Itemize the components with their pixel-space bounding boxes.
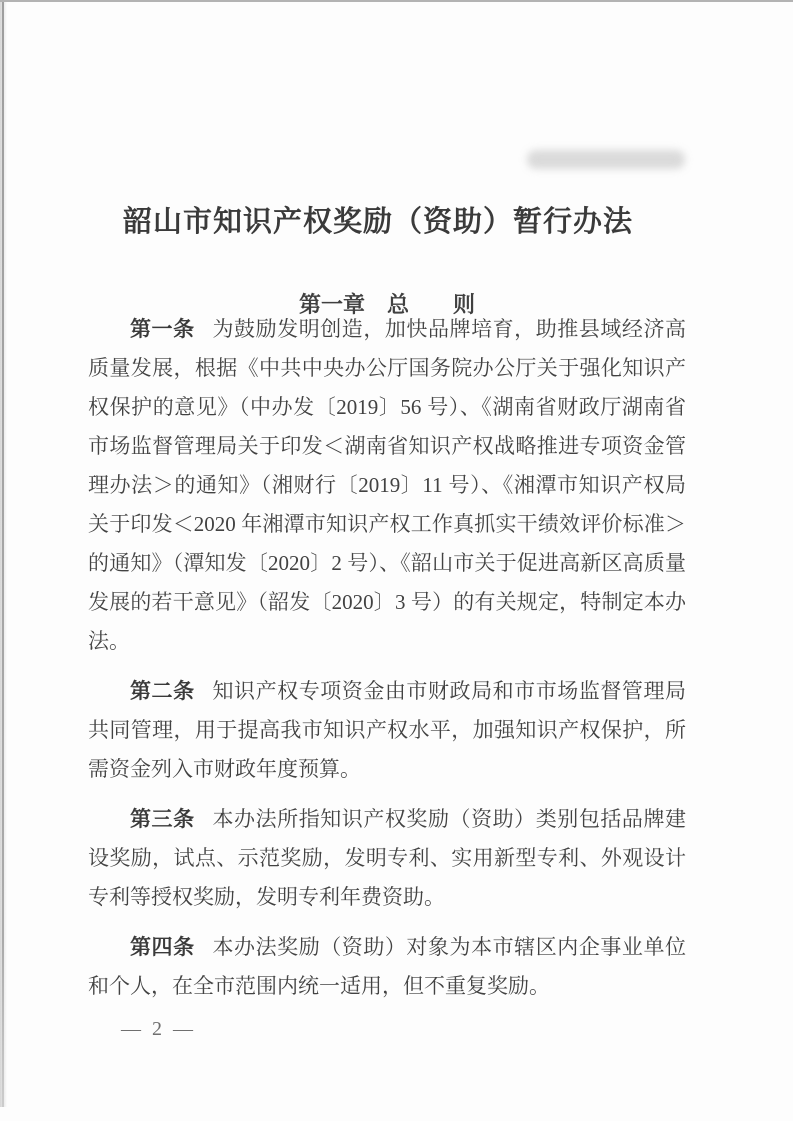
article-3-text: 本办法所指知识产权奖励（资助）类别包括品牌建设奖励，试点、示范奖励，发明专利、实用新型专利、外观设计专利等授权奖励，发明专利年费资助。 [88,807,687,909]
article-4-text: 本办法奖励（资助）对象为本市辖区内企事业单位和个人，在全市范围内统一适用，但不重复奖励。 [88,935,687,998]
page-top-edge-line [0,0,793,2]
article-4-label: 第四条 [130,935,195,959]
article-3-label: 第三条 [130,807,195,831]
article-1-text: 为鼓励发明创造，加快品牌培育，助推县域经济高质量发展，根据《中共中央办公厅国务院办公厅关于强化知识产权保护的意见》（中办发〔2019〕56 号）、《湖南省财政厅湖南省市场监督管理局关于印发＜湖南省知识产权战略推进专项资金管理办法＞的通知》（湘财行〔2019〕11 号）、《湘潭市知识产权局关于印发＜2020 年湘潭市知识产权工作真抓实干绩效评价标准＞的通知》（潭知发〔2020〕2 号）、《韶山市关于促进高新区高质量发展的若干意见》（韶发〔2020〕3 号）的有关规定，特制定本办法。 [88,317,687,653]
chapter-heading: 第一章 总 则 [298,292,475,318]
document-title: 韶山市知识产权奖励（资助）暂行办法 [122,206,633,239]
article-4 [88,928,686,1006]
article-1 [88,310,686,661]
document-body [88,310,686,1006]
scan-smudge-artifact [527,150,685,169]
article-3 [88,800,686,917]
article-1-label: 第一条 [130,317,195,341]
page-left-edge-line [2,0,4,1107]
article-2 [88,672,686,789]
article-2-text: 知识产权专项资金由市财政局和市市场监督管理局共同管理，用于提高我市知识产权水平，加强知识产权保护，所需资金列入市财政年度预算。 [88,679,687,781]
article-2-label: 第二条 [130,679,195,703]
page-number: — 2 — [121,1018,196,1040]
